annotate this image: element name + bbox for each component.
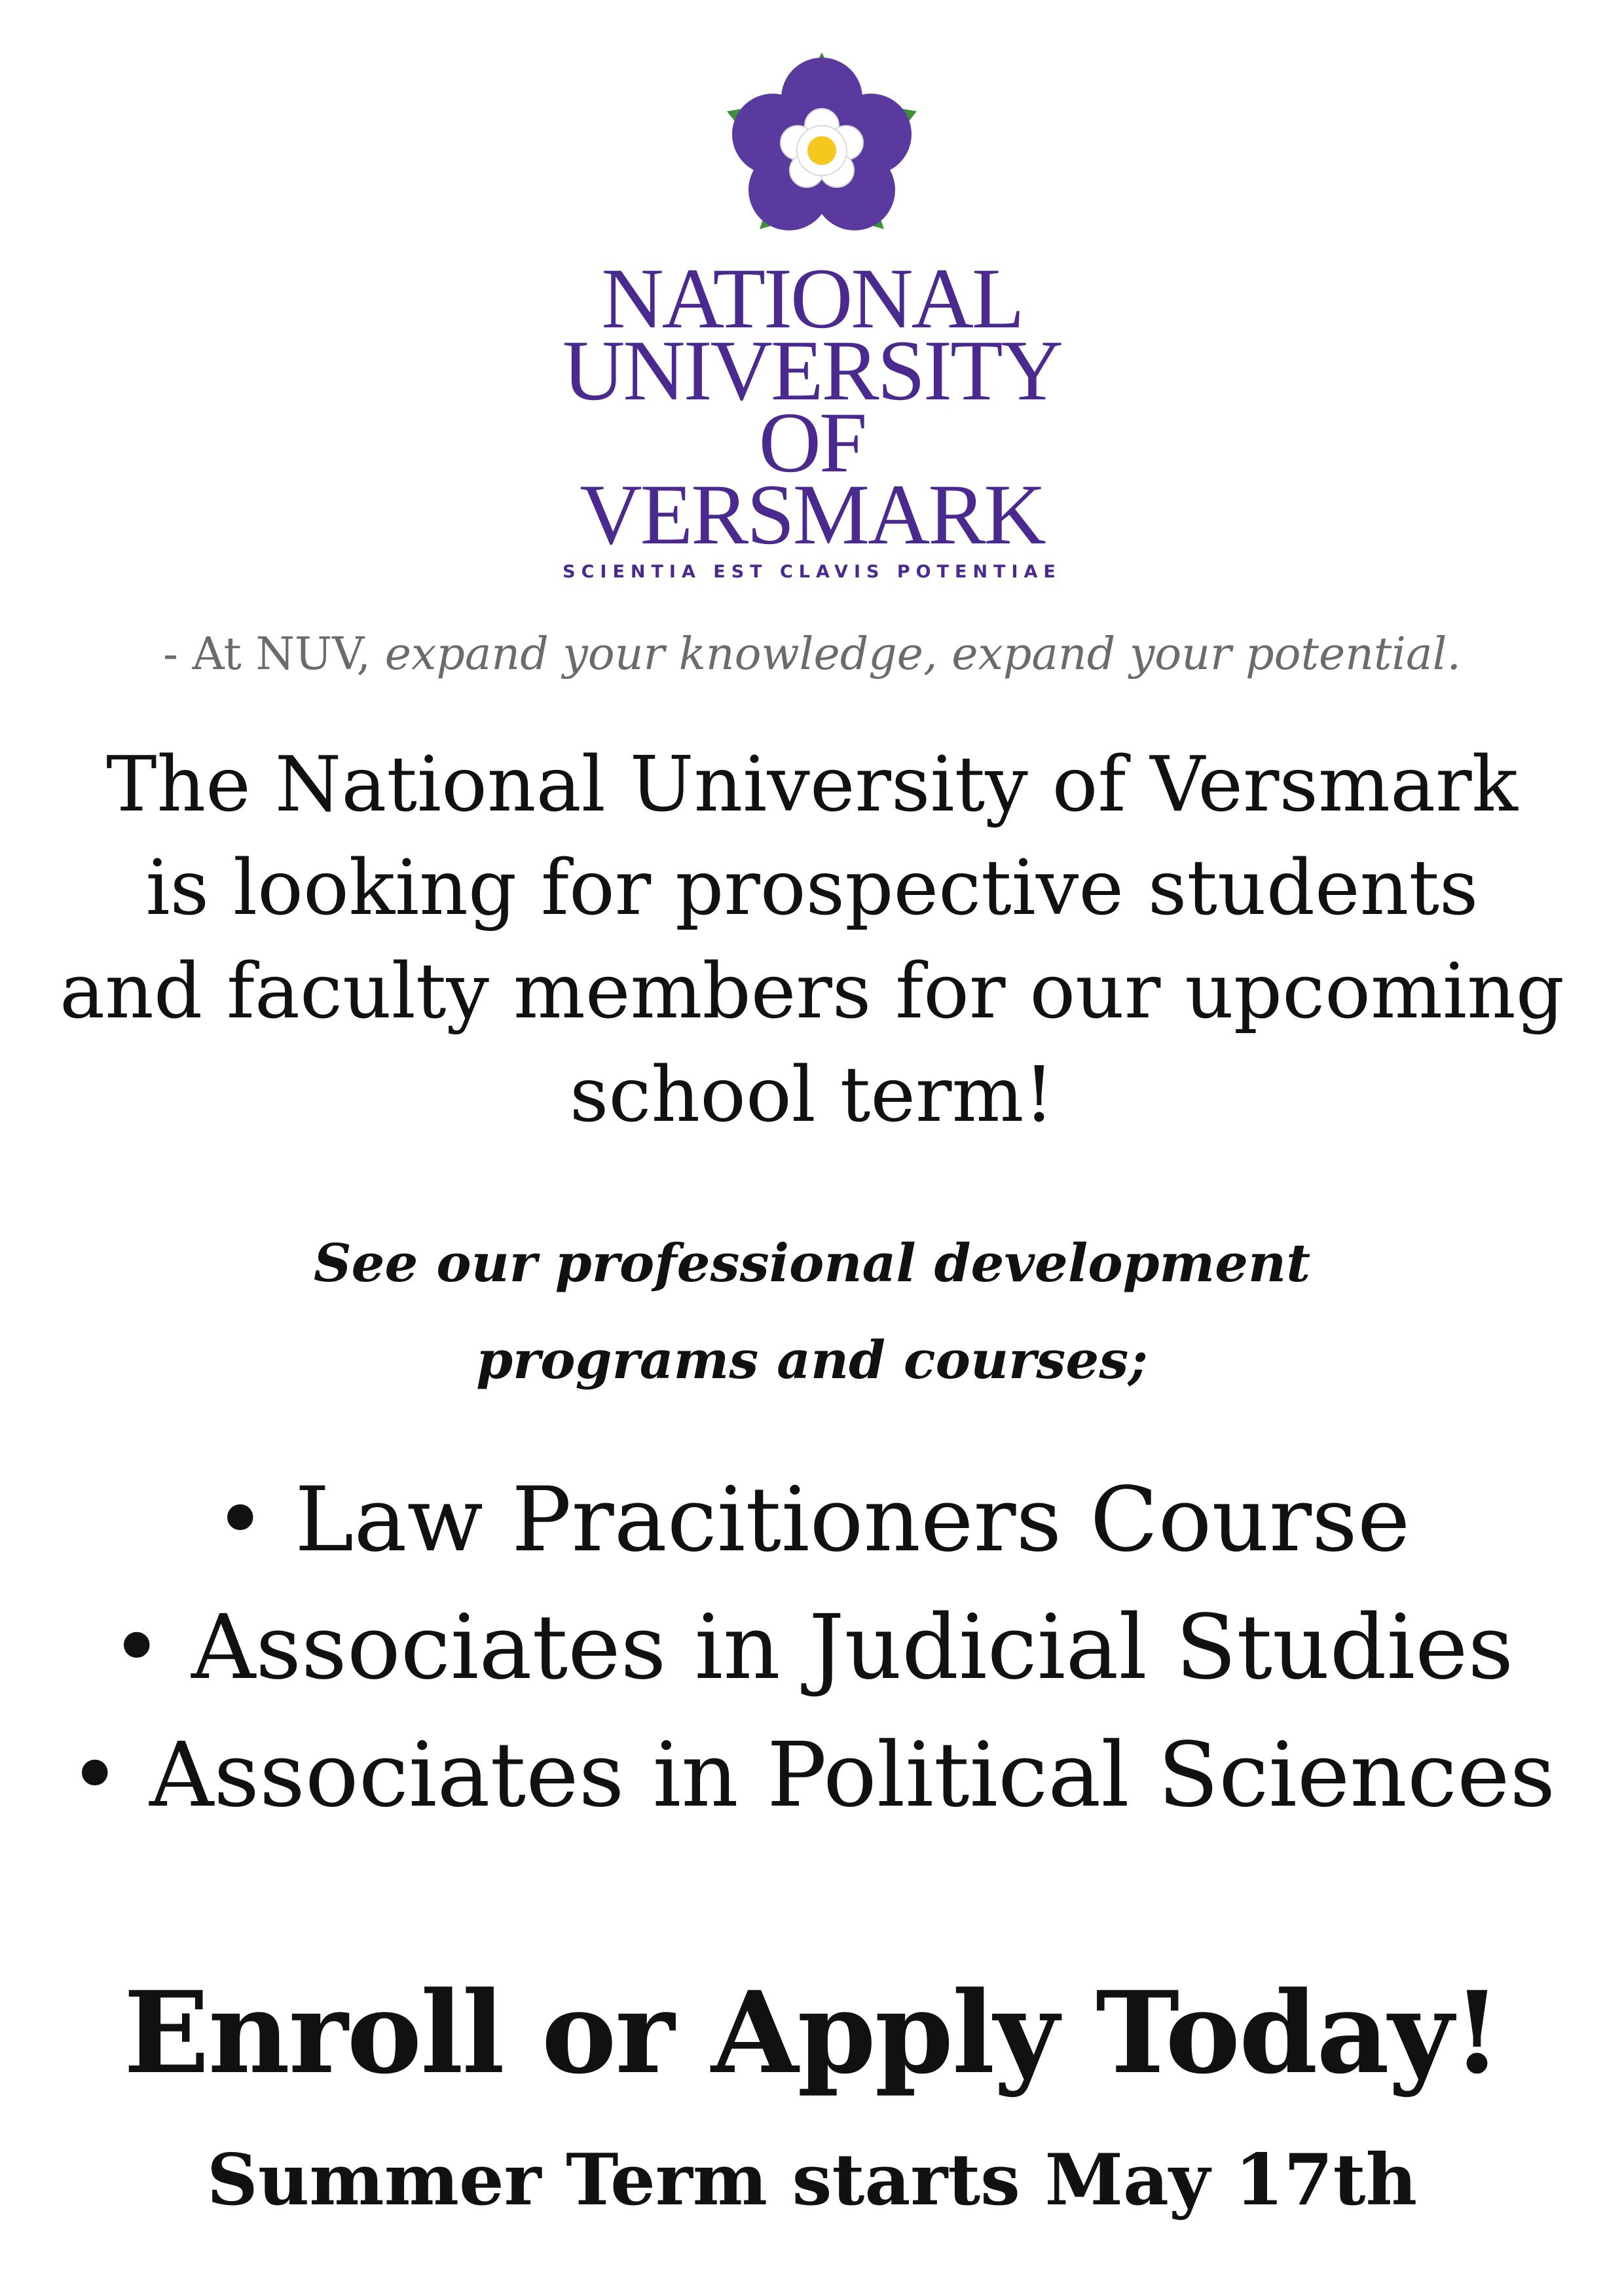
course-item: • Associates in Judicial Studies	[110, 1596, 1514, 1700]
intro-line: is looking for prospective students	[145, 844, 1479, 932]
intro-line: school term!	[569, 1051, 1055, 1139]
intro-line: and faculty members for our upcoming	[59, 947, 1565, 1036]
programs-heading-line: programs and courses;	[476, 1329, 1148, 1391]
tagline	[0, 629, 1624, 681]
programs-heading	[0, 1214, 1624, 1408]
programs-heading-line: See our professional development	[313, 1232, 1311, 1294]
term-start-date: Summer Term starts May 17th	[206, 2139, 1418, 2221]
logo-motto: SCIENTIA EST CLAVIS POTENTIAE	[563, 562, 1061, 582]
logo-name-line-3: OF	[758, 394, 866, 490]
course-item: • Law Pracitioners Course	[213, 1468, 1411, 1572]
call-to-action: Enroll or Apply Today!	[123, 1966, 1501, 2099]
intro-paragraph	[0, 733, 1624, 1147]
course-item: • Associates in Political Sciences	[68, 1724, 1556, 1827]
intro-line: The National University of Versmark	[106, 740, 1518, 829]
logo-name-line-2: UNIVERSITY	[563, 322, 1061, 418]
tagline-italic: expand your knowledge, expand your potential.	[384, 629, 1461, 680]
logo-name-line-1: NATIONAL	[601, 250, 1023, 346]
course-list	[0, 1457, 1624, 1840]
logo-name-line-4: VERSMARK	[580, 466, 1044, 562]
tudor-rose-crest-icon	[714, 52, 930, 249]
tagline-prefix: - At NUV,	[163, 629, 385, 680]
